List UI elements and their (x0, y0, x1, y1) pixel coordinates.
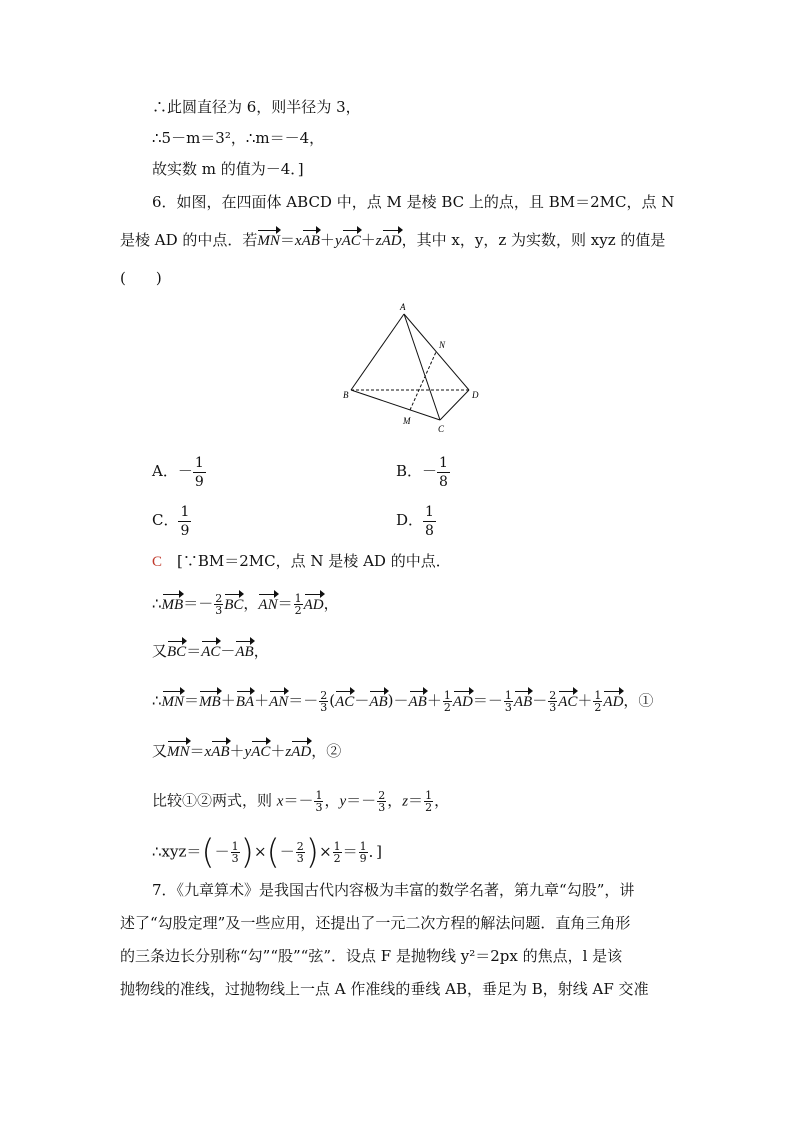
tetrahedron-figure (340, 300, 485, 440)
problem6-paren: ( ) (120, 269, 162, 287)
label-b: B (343, 390, 349, 400)
problem7-line4: 抛物线的准线，过抛物线上一点 A 作准线的垂线 AB，垂足为 B，射线 AF 交准 (120, 980, 649, 998)
option-b[interactable]: B．－ $\frac{1}{8}$ (396, 454, 448, 490)
label-a: A (400, 302, 406, 312)
solution6-eq-bc: 又BC＝AC－AB， (152, 642, 269, 660)
label-n: N (439, 340, 446, 350)
label-m: M (403, 416, 411, 426)
problem7-line1: 7．《九章算术》是我国古代内容极为丰富的数学名著，第九章“勾股”，讲 (152, 881, 635, 899)
answer-letter: C (152, 554, 163, 570)
option-d[interactable]: D． $\frac{1}{8}$ (396, 503, 434, 539)
segment-mn-hidden (410, 352, 436, 410)
solution5-line1: ∴此圆直径为 6，则半径为 3， (152, 98, 361, 116)
problem7-line3: 的三条边长分别称“勾”“股”“弦”．设点 F 是抛物线 y²＝2px 的焦点，l 是该 (120, 947, 623, 965)
edge-bc (351, 390, 440, 420)
solution6-eq-mn-given: 又MN＝xAB＋yAC＋zAD，② (152, 742, 342, 760)
problem6-stem-line2: 是棱 AD 的中点．若MN＝xAB＋yAC＋zAD，其中 x，y，z 为实数，则 xyz 的值是 (120, 231, 666, 249)
solution6-intro: C [∵BM＝2MC，点 N 是棱 AD 的中点． (152, 552, 451, 570)
edge-ad (404, 314, 469, 390)
solution5-line3: 故实数 m 的值为－4．] (152, 160, 304, 178)
label-c: C (438, 424, 445, 434)
problem7-line2: 述了“勾股定理”及一些应用，还提出了一元二次方程的解法问题．直角三角形 (120, 914, 631, 932)
problem6-stem-line1: 6．如图，在四面体 ABCD 中，点 M 是棱 BC 上的点，且 BM＝2MC，点 N (152, 193, 675, 211)
edge-ab (351, 314, 404, 390)
solution6-eq-mb-an: ∴MB＝－ $\frac{2}{3}$ BC，AN＝ $\frac{1}{2}$ AD， (152, 592, 339, 617)
edge-cd (440, 390, 469, 420)
option-a[interactable]: A．－ $\frac{1}{9}$ (152, 454, 204, 490)
label-d: D (472, 390, 479, 400)
solution6-conclusion: ∴xyz＝(－ $\frac{1}{3}$ )×(－ $\frac{2}{3}$ )× $\frac{1}{2}$ ＝ $\frac{1}{9}$ ．] (152, 832, 383, 873)
solution6-compare: 比较①②两式，则 x＝－ $\frac{1}{3}$ ，y＝－ $\frac{2}{3}$ ，z＝ $\frac{1}{2}$ ， (152, 789, 450, 814)
solution6-eq-mn-expand: ∴MN＝MB＋BA＋AN＝－ $\frac{2}{3}$ (AC－AB)－AB＋ $\frac{1}{2}$ AD＝－ $\frac{1}{3}$ AB－ $\frac{2}{3}$ AC＋ $\frac{1}{2}$ AD，① (152, 689, 654, 714)
solution5-line2: ∴5－m＝3²，∴m＝－4， (152, 129, 325, 147)
option-c[interactable]: C． $\frac{1}{9}$ (152, 503, 190, 539)
edge-ac (404, 314, 440, 420)
